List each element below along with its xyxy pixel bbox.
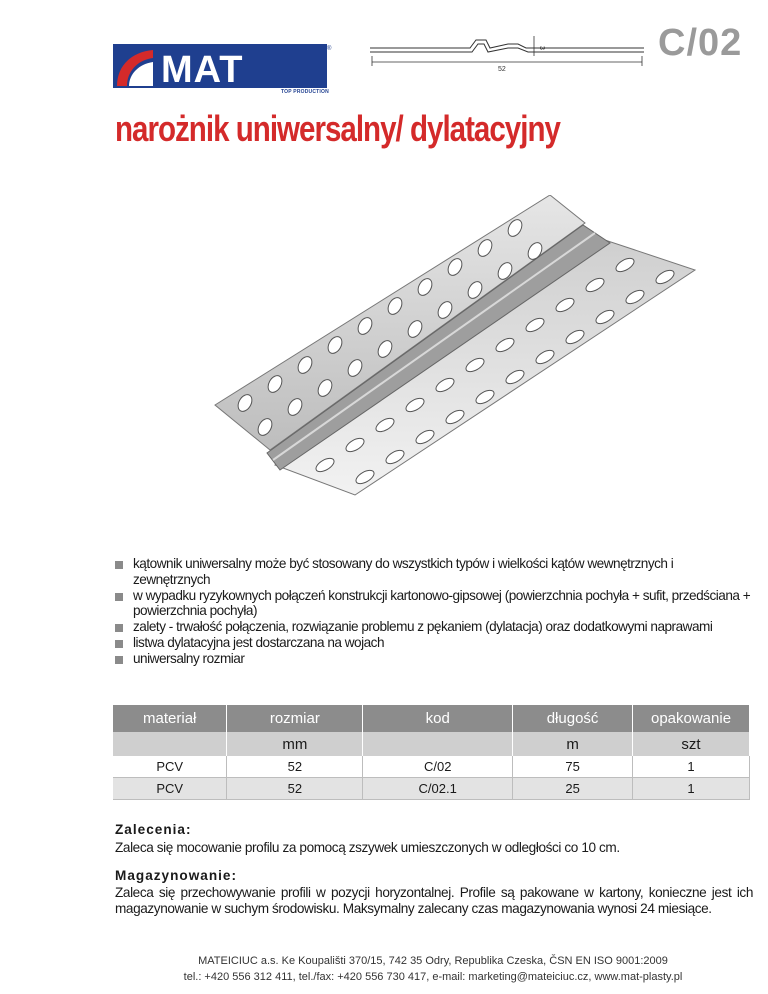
list-item [113, 588, 753, 620]
bullet-square-icon [115, 593, 123, 601]
footer-address: MATEICIUC a.s. Ke Koupališti 370/15, 742 35 Odry, Republika Czeska, ČSN EN ISO 9001:2009 [198, 955, 668, 967]
unit-length: m [513, 732, 633, 756]
recommendations-title: Zalecenia: [115, 822, 192, 837]
cell: 52 [227, 756, 363, 778]
feature-text: listwa dylatacyjna jest dostarczana na wojach [133, 634, 385, 650]
cell: 75 [513, 756, 633, 778]
page-title: narożnik uniwersalny/ dylatacyjny [115, 108, 560, 149]
cell: 52 [227, 778, 363, 800]
storage-title: Magazynowanie: [115, 868, 238, 883]
spec-table [113, 705, 750, 800]
mat-logo [113, 44, 333, 96]
bullet-square-icon [115, 624, 123, 632]
header-packaging: opakowanie [633, 705, 750, 732]
product-image [205, 195, 700, 505]
product-code: C/02 [658, 22, 743, 64]
bullet-square-icon [115, 656, 123, 664]
table-row [113, 756, 750, 778]
bullet-square-icon [115, 561, 123, 569]
table-unit-row [113, 732, 750, 756]
svg-text:MAT: MAT [161, 49, 244, 91]
list-item [113, 619, 753, 635]
header-code: kod [363, 705, 513, 732]
unit-packaging: szt [633, 732, 750, 756]
footer-contact: tel.: +420 556 312 411, tel./fax: +420 556 730 417, e-mail: marketing@mateiciuc.cz, www.mat-plasty.pl [183, 971, 683, 983]
svg-text:®: ® [327, 46, 332, 52]
header-material: materiał [113, 705, 227, 732]
drawing-width-dimension: 52 [498, 66, 506, 73]
header-length: długość [513, 705, 633, 732]
storage-text: Zaleca się przechowywanie profili w pozycji horyzontalnej. Profile są pakowane w kartony, konieczne jest ich magazynowanie w suchym środowisku. Maksymalny zalecany czas magazynowania wynosi 24 miesiące. [115, 885, 753, 916]
unit-code [363, 732, 513, 756]
table-row [113, 778, 750, 800]
table-header-row [113, 705, 750, 732]
header-size: rozmiar [227, 705, 363, 732]
recommendations-text: Zaleca się mocowanie profilu za pomocą zszywek umieszczonych w odległości co 10 cm. [115, 840, 620, 855]
feature-text: w wypadku ryzykownych połączeń konstrukcji kartonowo-gipsowej (powierzchnia pochyła + sufit, przedściana + powierzchnia pochyła) [133, 587, 751, 619]
list-item [113, 556, 753, 588]
profile-cross-section-drawing [368, 26, 648, 74]
unit-size: mm [227, 732, 363, 756]
feature-text: kątownik uniwersalny może być stosowany do wszystkich typów i wielkości kątów wewnętrznych i zewnętrznych [133, 556, 674, 587]
cell: 1 [633, 778, 750, 800]
list-item [113, 635, 753, 651]
cell: 25 [513, 778, 633, 800]
cell: C/02.1 [363, 778, 513, 800]
unit-material [113, 732, 227, 756]
bullet-square-icon [115, 640, 123, 648]
feature-text: uniwersalny rozmiar [133, 650, 245, 666]
cell: C/02 [363, 756, 513, 778]
cell: PCV [113, 778, 227, 800]
features-list [113, 556, 753, 667]
drawing-height-dimension: 3 [538, 46, 545, 50]
cell: 1 [633, 756, 750, 778]
cell: PCV [113, 756, 227, 778]
feature-text: zalety - trwałość połączenia, rozwiązanie problemu z pękaniem (dylatacja) oraz dodatkowymi naprawami [133, 619, 713, 635]
list-item [113, 651, 753, 667]
logo-tagline: TOP PRODUCTION [281, 89, 329, 95]
